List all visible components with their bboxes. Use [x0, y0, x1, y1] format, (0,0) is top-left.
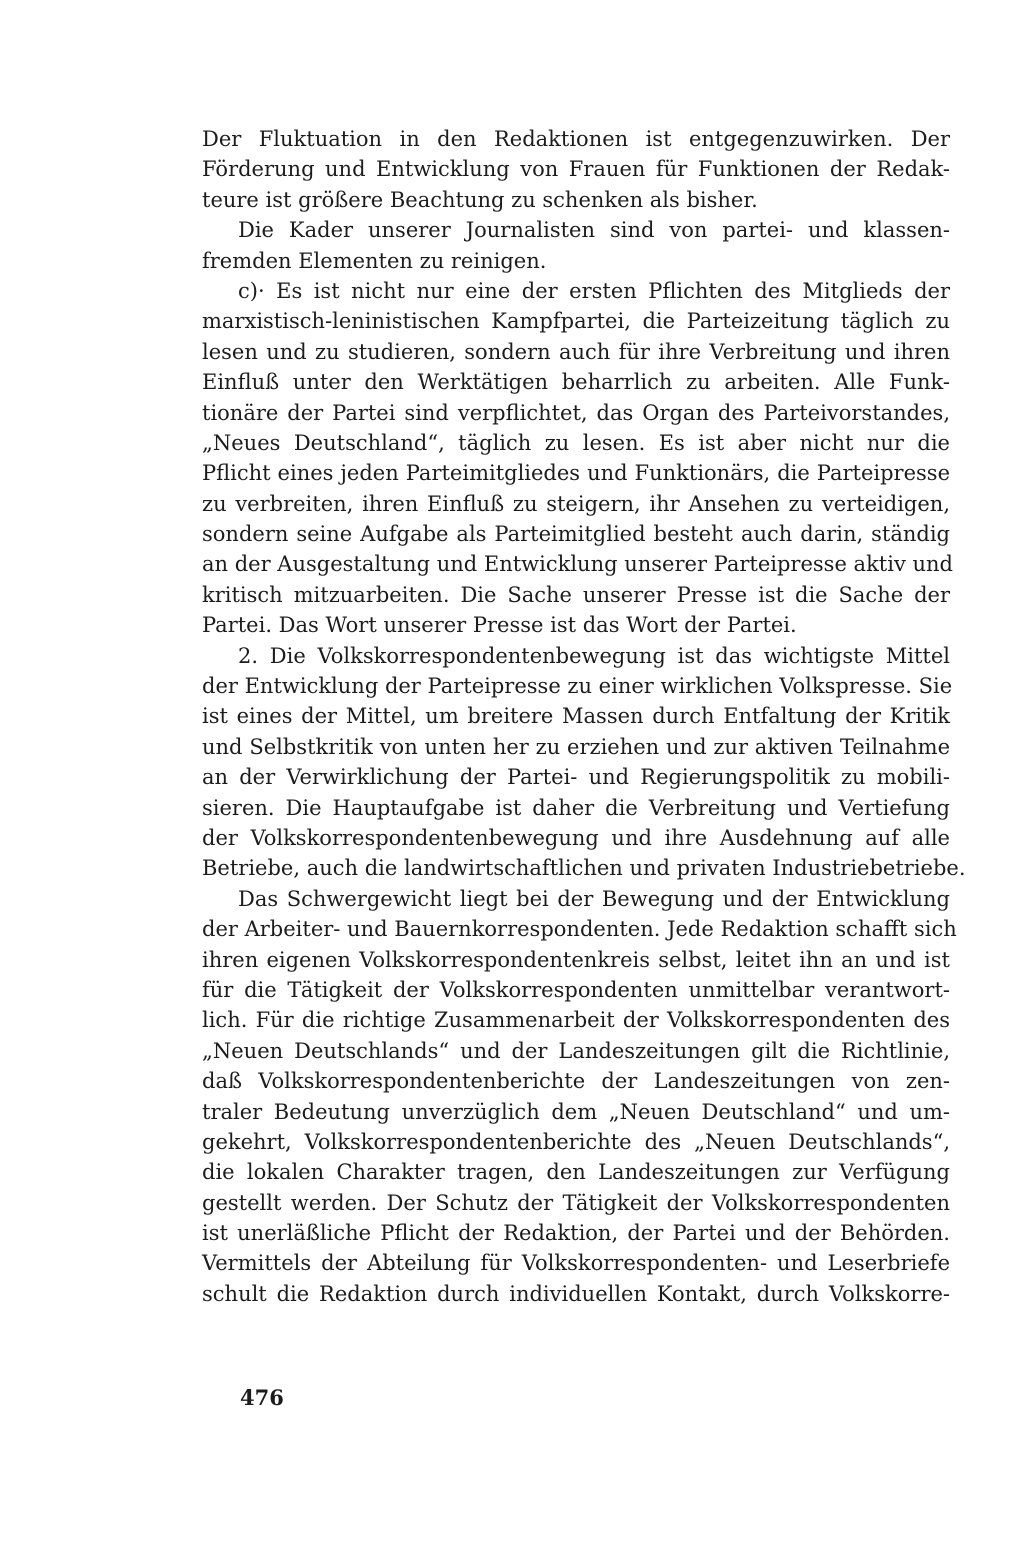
text-line: sondern seine Aufgabe als Parteimitglied besteht auch darin, ständig: [202, 522, 950, 547]
text-line: gekehrt, Volkskorrespondentenberichte des „Neuen Deutschlands“,: [202, 1129, 950, 1154]
text-line: c)· Es ist nicht nur eine der ersten Pflichten des Mitglieds der: [238, 278, 950, 303]
text-line: ist unerläßliche Pflicht der Redaktion, der Partei und der Behörden.: [202, 1221, 950, 1246]
text-line: an der Ausgestaltung und Entwicklung unserer Parteipresse aktiv und: [202, 552, 953, 577]
text-line: Pflicht eines jeden Parteimitgliedes und Funktionärs, die Parteipresse: [202, 461, 950, 486]
text-line: 2. Die Volkskorrespondentenbewegung ist das wichtigste Mittel: [238, 643, 950, 668]
text-line: Förderung und Entwicklung von Frauen für Funktionen der Redak-: [202, 157, 950, 182]
body-text: [202, 124, 966, 1309]
text-line: traler Bedeutung unverzüglich dem „Neuen Deutschland“ und um-: [202, 1099, 950, 1124]
text-line: der Entwicklung der Parteipresse zu einer wirklichen Volkspresse. Sie: [202, 674, 953, 699]
text-line: lich. Für die richtige Zusammenarbeit der Volkskorrespondenten des: [202, 1008, 950, 1033]
text-line: teure ist größere Beachtung zu schenken als bisher.: [202, 187, 758, 212]
text-line: „Neuen Deutschlands“ und der Landeszeitungen gilt die Richtlinie,: [202, 1038, 950, 1063]
text-line: Das Schwergewicht liegt bei der Bewegung und der Entwicklung: [238, 886, 950, 911]
text-line: daß Volkskorrespondentenberichte der Landeszeitungen von zen-: [202, 1069, 950, 1094]
page-number: 476: [240, 1385, 284, 1410]
text-line: gestellt werden. Der Schutz der Tätigkeit der Volkskorrespondenten: [202, 1190, 950, 1215]
text-line: Partei. Das Wort unserer Presse ist das Wort der Partei.: [202, 613, 797, 638]
text-line: die lokalen Charakter tragen, den Landeszeitungen zur Verfügung: [202, 1160, 950, 1185]
text-line: ist eines der Mittel, um breitere Massen durch Entfaltung der Kritik: [202, 704, 950, 729]
text-line: schult die Redaktion durch individuellen Kontakt, durch Volkskorre-: [202, 1281, 950, 1306]
text-line: Einfluß unter den Werktätigen beharrlich zu arbeiten. Alle Funk-: [202, 370, 950, 395]
text-line: der Arbeiter- und Bauernkorrespondenten. Jede Redaktion schafft sich: [202, 917, 957, 942]
text-line: und Selbstkritik von unten her zu erziehen und zur aktiven Teilnahme: [202, 734, 950, 759]
text-line: „Neues Deutschland“, täglich zu lesen. Es ist aber nicht nur die: [202, 430, 950, 455]
text-line: marxistisch-leninistischen Kampfpartei, die Parteizeitung täglich zu: [202, 309, 950, 334]
text-line: Die Kader unserer Journalisten sind von partei- und klassen-: [238, 218, 950, 243]
text-line: lesen und zu studieren, sondern auch für ihre Verbreitung und ihren: [202, 339, 950, 364]
text-line: ihren eigenen Volkskorrespondentenkreis selbst, leitet ihn an und ist: [202, 947, 950, 972]
text-line: zu verbreiten, ihren Einfluß zu steigern, ihr Ansehen zu verteidigen,: [202, 491, 950, 516]
text-line: sieren. Die Hauptaufgabe ist daher die Verbreitung und Vertiefung: [202, 795, 950, 820]
text-line: Betriebe, auch die landwirtschaftlichen und privaten Industriebetriebe.: [202, 856, 966, 881]
text-line: an der Verwirklichung der Partei- und Regierungspolitik zu mobili-: [202, 765, 950, 790]
text-line: kritisch mitzuarbeiten. Die Sache unserer Presse ist die Sache der: [202, 582, 950, 607]
text-line: tionäre der Partei sind verpflichtet, das Organ des Parteivorstandes,: [202, 400, 950, 425]
text-line: Der Fluktuation in den Redaktionen ist entgegenzuwirken. Der: [202, 127, 950, 151]
text-line: der Volkskorrespondentenbewegung und ihre Ausdehnung auf alle: [202, 825, 950, 850]
text-line: fremden Elementen zu reinigen.: [202, 248, 547, 273]
text-line: für die Tätigkeit der Volkskorrespondenten unmittelbar verantwort-: [202, 977, 950, 1002]
text-line: Vermittels der Abteilung für Volkskorrespondenten- und Leserbriefe: [202, 1251, 950, 1276]
